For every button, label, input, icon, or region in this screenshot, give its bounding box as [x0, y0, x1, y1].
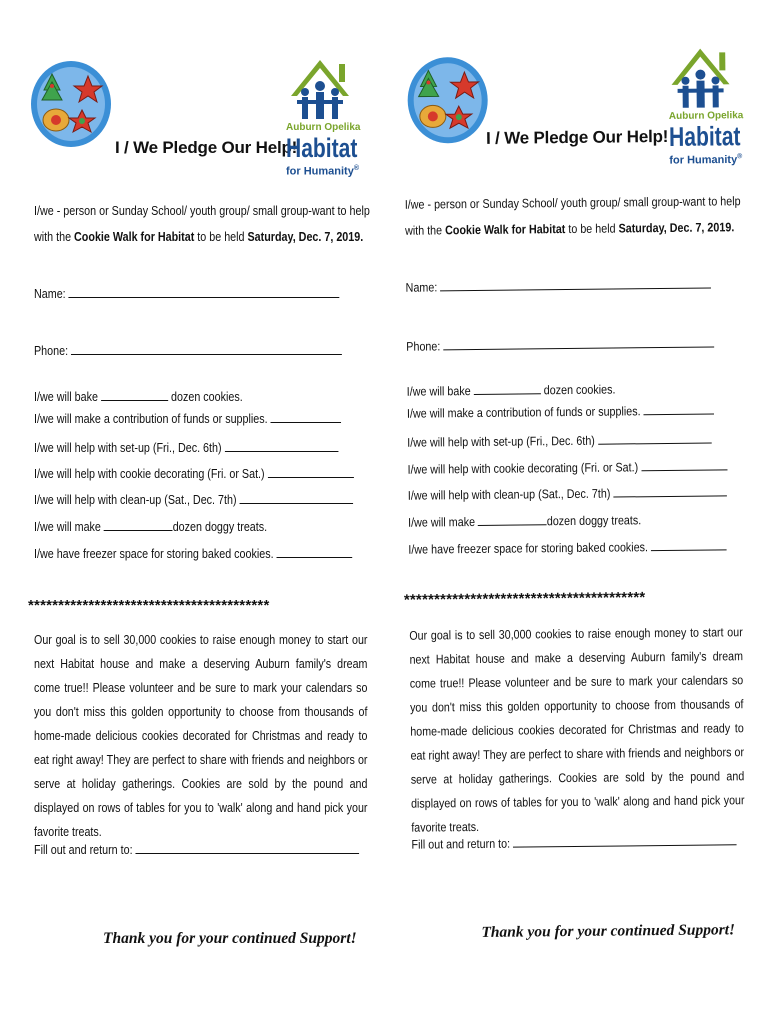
star-divider: ****************************************	[403, 589, 646, 609]
setup-field[interactable]: I/we will help with set-up (Fri., Dec. 6th)	[407, 431, 711, 450]
doggy-treats-field[interactable]: I/we will make dozen doggy treats.	[34, 520, 268, 534]
name-field[interactable]: Name:	[34, 285, 340, 301]
bake-cookies-field[interactable]: I/we will bake dozen cookies.	[34, 390, 243, 404]
freezer-space-field[interactable]: I/we have freezer space for storing baked cookies.	[408, 537, 726, 556]
freezer-space-field[interactable]: I/we have freezer space for storing baked cookies.	[34, 545, 352, 561]
intro-line-2: with the Cookie Walk for Habitat to be held Saturday, Dec. 7, 2019.	[404, 220, 735, 238]
goal-paragraph: Our goal is to sell 30,000 cookies to raise enough money to start our next Habitat house and make a deserving Auburn family's dream come true!! Please volunteer and be sure to mark your calendars so you don't miss this golden opportunity to choose from thousands of home-made delicious cookies decorated for Christmas and ready to eat right away! They are perfect to share with friends and neighbors or serve at holiday gatherings. Cookies are sold by the pound and displayed on rows of tables for you to 'walk' along and hand pick your favorite treats.	[409, 625, 745, 835]
bake-cookies-field[interactable]: I/we will bake dozen cookies.	[406, 382, 616, 399]
doggy-treats-field[interactable]: I/we will make dozen doggy treats.	[408, 513, 642, 530]
phone-field[interactable]: Phone:	[34, 342, 342, 358]
thank-you-text: Thank you for your continued Support!	[103, 930, 357, 947]
cleanup-field[interactable]: I/we will help with clean-up (Sat., Dec. 7th)	[34, 491, 353, 507]
pledge-flyer-right	[385, 0, 755, 1024]
habitat-subtitle: for Humanity®	[286, 165, 360, 178]
intro-line-1: I/we - person or Sunday School/ youth group/ small group-want to help	[404, 194, 741, 212]
return-to-field[interactable]: Fill out and return to:	[34, 841, 359, 857]
intro-line-1: I/we - person or Sunday School/ youth group/ small group-want to help	[34, 204, 370, 218]
pledge-flyer-left	[0, 0, 370, 1024]
pledge-title: I / We Pledge Our Help!	[115, 138, 298, 157]
contribution-field[interactable]: I/we will make a contribution of funds or supplies.	[407, 401, 714, 420]
cookie-plate-icon	[30, 60, 112, 148]
setup-field[interactable]: I/we will help with set-up (Fri., Dec. 6th)	[34, 439, 338, 455]
contribution-field[interactable]: I/we will make a contribution of funds or supplies.	[34, 410, 341, 426]
name-field[interactable]: Name:	[406, 276, 712, 295]
habitat-wordmark: Habitat	[668, 121, 741, 152]
cookie-plate-icon	[406, 56, 489, 145]
pledge-title: I / We Pledge Our Help!	[485, 126, 669, 148]
habitat-chapter-text: Auburn Opelika	[668, 110, 744, 122]
star-divider: ****************************************	[28, 597, 270, 614]
return-to-field[interactable]: Fill out and return to:	[411, 832, 736, 851]
decorating-field[interactable]: I/we will help with cookie decorating (Fri. or Sat.)	[34, 465, 354, 481]
cleanup-field[interactable]: I/we will help with clean-up (Sat., Dec. 7th)	[408, 483, 727, 502]
intro-line-2: with the Cookie Walk for Habitat to be held Saturday, Dec. 7, 2019.	[34, 230, 364, 244]
phone-field[interactable]: Phone:	[406, 334, 714, 353]
habitat-subtitle: for Humanity®	[669, 153, 743, 167]
decorating-field[interactable]: I/we will help with cookie decorating (Fri. or Sat.)	[407, 457, 727, 476]
habitat-chapter-text: Auburn Opelika	[286, 122, 361, 133]
habitat-wordmark: Habitat	[286, 133, 358, 163]
goal-paragraph: Our goal is to sell 30,000 cookies to raise enough money to start our next Habitat house and make a deserving Auburn family's dream come true!! Please volunteer and be sure to mark your calendars so you don't miss this golden opportunity to choose from thousands of home-made delicious cookies decorated for Christmas and ready to eat right away! They are perfect to share with friends and neighbors or serve at holiday gatherings. Cookies are sold by the pound and displayed on rows of tables for you to 'walk' along and hand pick your favorite treats.	[34, 633, 368, 839]
thank-you-text: Thank you for your continued Support!	[481, 921, 736, 941]
